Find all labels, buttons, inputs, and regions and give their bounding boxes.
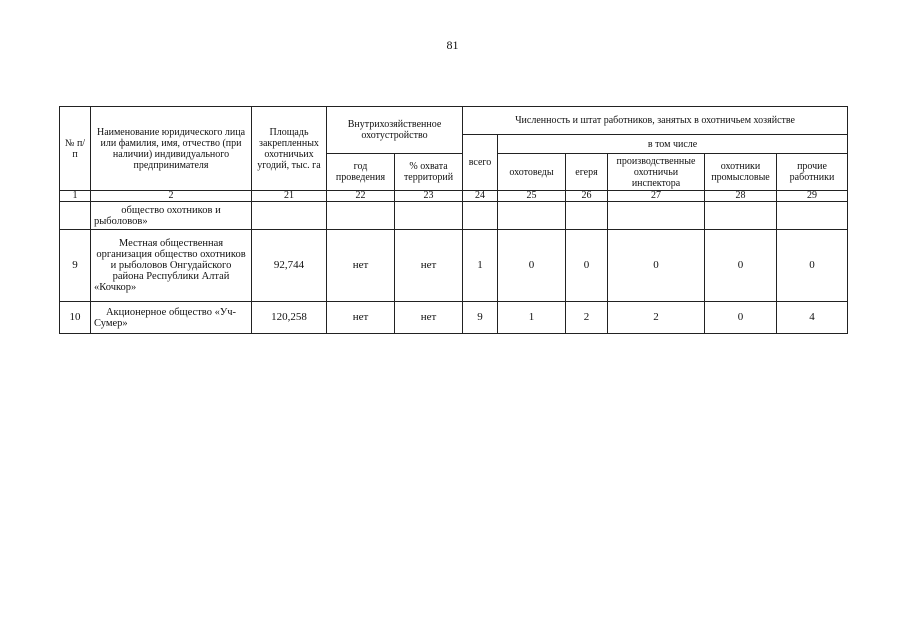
area-value: 120,258 [252,302,327,334]
column-index: 29 [777,191,848,202]
row-number: 9 [60,230,91,302]
column-index: 25 [498,191,566,202]
header-including: в том числе [498,135,848,154]
header-number: № п/п [60,107,91,191]
coverage-value: нет [395,302,463,334]
production-inspectors-value: 0 [608,230,705,302]
hunting-experts-value [498,202,566,230]
hunting-experts-value: 0 [498,230,566,302]
header-hunting-experts: охотоведы [498,154,566,191]
rangers-value: 2 [566,302,608,334]
organization-name: общество охотников и рыболовов» [91,202,252,230]
area-value [252,202,327,230]
production-inspectors-value: 2 [608,302,705,334]
coverage-value [395,202,463,230]
commercial-hunters-value: 0 [705,230,777,302]
column-index: 26 [566,191,608,202]
column-index: 24 [463,191,498,202]
table-row [60,202,848,230]
row-number: 10 [60,302,91,334]
page-number: 81 [446,38,459,52]
row-number [60,202,91,230]
year-value [327,202,395,230]
header-other-workers: прочие работники [777,154,848,191]
total-value: 1 [463,230,498,302]
total-value [463,202,498,230]
header-name: Наименование юридического лица или фамилия, имя, отчество (при наличии) индивидуального предпринимателя [91,107,252,191]
column-index: 22 [327,191,395,202]
other-workers-value [777,202,848,230]
header-coverage: % охвата территорий [395,154,463,191]
column-index: 21 [252,191,327,202]
commercial-hunters-value [705,202,777,230]
header-year: год проведения [327,154,395,191]
header-area: Площадь закрепленных охотничьих угодий, тыс. га [252,107,327,191]
column-index-row [60,191,848,202]
year-value: нет [327,302,395,334]
production-inspectors-value [608,202,705,230]
header-hunting-management: Внутрихозяйственное охотустройство [327,107,463,154]
organization-name: Местная общественная организация общество охотников и рыболовов Онгудайского района Республики Алтай «Кочкор» [91,230,252,302]
area-value: 92,744 [252,230,327,302]
organization-name: Акционерное общество «Уч-Сумер» [91,302,252,334]
other-workers-value: 0 [777,230,848,302]
commercial-hunters-value: 0 [705,302,777,334]
other-workers-value: 4 [777,302,848,334]
header-production-inspectors: производственные охотничьи инспектора [608,154,705,191]
table-row [60,230,848,302]
header-rangers: егеря [566,154,608,191]
table-row [60,302,848,334]
coverage-value: нет [395,230,463,302]
hunting-experts-value: 1 [498,302,566,334]
column-index: 2 [91,191,252,202]
column-index: 23 [395,191,463,202]
header-commercial-hunters: охотники промысловые [705,154,777,191]
column-index: 1 [60,191,91,202]
header-staff: Численность и штат работников, занятых в охотничьем хозяйстве [463,107,848,135]
column-index: 27 [608,191,705,202]
rangers-value [566,202,608,230]
total-value: 9 [463,302,498,334]
rangers-value: 0 [566,230,608,302]
year-value: нет [327,230,395,302]
hunting-staff-table [59,106,848,334]
header-total: всего [463,135,498,191]
column-index: 28 [705,191,777,202]
